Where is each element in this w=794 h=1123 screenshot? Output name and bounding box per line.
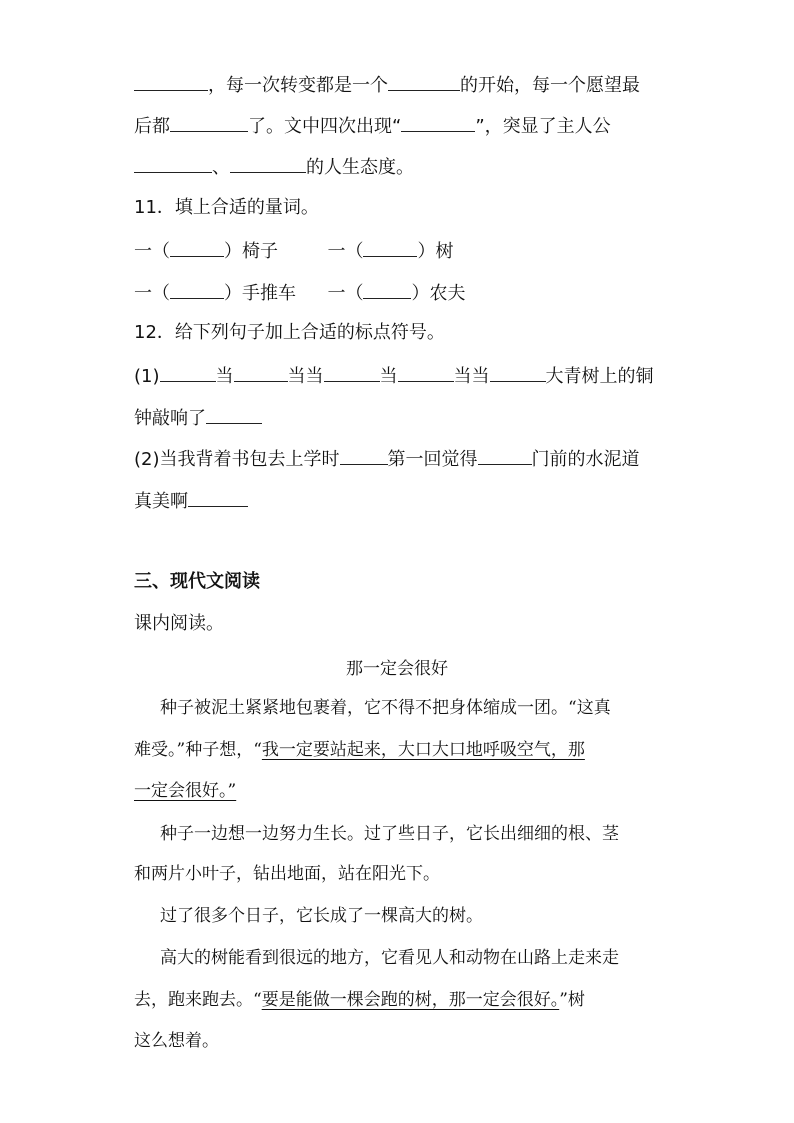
answer-blank[interactable] [170,238,224,257]
text-fragment: 去，跑来跑去。“ [134,990,262,1010]
text-fragment: 门前的水泥道 [531,449,640,470]
passage-paragraph-1-line-3 [134,779,236,803]
text-fragment: 当 [215,366,234,387]
text-fragment: 钟敲响了 [134,408,206,429]
answer-blank[interactable] [388,72,460,91]
answer-blank[interactable] [134,72,208,91]
answer-blank[interactable] [490,363,546,382]
passage-paragraph-4-line-2 [134,988,585,1012]
item-number: (1) [134,366,160,387]
text-fragment: 真美啊 [134,491,188,512]
underlined-sentence: 一定会很好。” [134,781,237,801]
text-fragment: 大青树上的铜 [545,366,654,387]
q12-sentence-1-cont [134,405,262,431]
passage-paragraph-4: 高大的树能看到很远的地方，它看见人和动物在山路上走来走 [160,948,619,968]
underlined-sentence: 要是能做一棵会跑的树，那一定会很好。 [261,990,560,1010]
text-fragment: ）树 [417,241,454,262]
text-fragment: ）椅子 [224,241,278,262]
answer-blank[interactable] [230,154,306,173]
text-fragment: ，每一次转变都是一个 [208,75,388,96]
q12-sentence-2 [134,446,640,472]
text-fragment: 后都 [134,116,170,137]
fill-line-2 [134,113,611,139]
text-fragment: 当 [379,366,398,387]
passage-paragraph-1-line-2 [134,738,585,762]
answer-blank[interactable] [188,488,248,507]
text-fragment: 一（ [327,241,364,262]
text-fragment: 的开始，每一个愿望最 [460,75,640,96]
answer-blank[interactable] [234,363,288,382]
text-fragment: 一（ [134,241,170,262]
text-fragment: 难受。”种子想，“ [134,740,262,760]
answer-blank[interactable] [478,446,532,465]
text-fragment: 一（ [327,283,364,304]
section-heading: 三、现代文阅读 [134,571,260,592]
underlined-sentence: 我一定要站起来，大口大口地呼吸空气，那 [261,740,585,760]
answer-blank[interactable] [170,280,224,299]
answer-blank[interactable] [398,363,454,382]
q12-sentence-2-cont [134,488,248,514]
passage-paragraph-1: 种子被泥土紧紧地包裹着，它不得不把身体缩成一团。“这真 [160,698,611,718]
answer-blank[interactable] [170,113,248,132]
answer-blank[interactable] [401,113,475,132]
text-fragment: ）农夫 [411,283,466,304]
text-fragment: 了。文中四次出现“ [248,116,402,137]
passage-paragraph-2: 种子一边想一边努力生长。过了些日子，它长出细细的根、茎 [160,824,619,844]
text-fragment: 一（ [134,283,170,304]
text-fragment: ”，突显了主人公 [475,116,611,137]
answer-blank[interactable] [206,405,262,424]
question-12-title: 12．给下列句子加上合适的标点符号。 [134,322,445,343]
text-fragment: 当当 [453,366,490,387]
fill-line-1 [134,72,640,98]
q11-row-2 [134,280,465,306]
q11-row-1 [134,238,453,264]
question-11-title: 11．填上合适的量词。 [134,197,319,218]
q12-sentence-1 [134,363,654,389]
text-fragment: 第一回觉得 [387,449,478,470]
passage-paragraph-2-line-2: 和两片小叶子，钻出地面，站在阳光下。 [134,864,440,884]
text-fragment: 当我背着书包去上学时 [159,449,340,470]
item-number: (2) [134,449,160,470]
text-fragment: 的人生态度。 [306,157,414,178]
text-fragment: 当当 [287,366,324,387]
passage-title: 那一定会很好 [346,659,448,679]
fill-line-3 [134,154,414,180]
answer-blank[interactable] [363,238,417,257]
answer-blank[interactable] [324,363,380,382]
section-subheading: 课内阅读。 [134,613,224,634]
passage-paragraph-3: 过了很多个日子，它长成了一棵高大的树。 [160,906,483,926]
answer-blank[interactable] [134,154,212,173]
text-fragment: 、 [212,157,230,178]
answer-blank[interactable] [160,363,216,382]
passage-paragraph-4-line-3: 这么想着。 [134,1031,219,1051]
answer-blank[interactable] [363,280,411,299]
answer-blank[interactable] [340,446,388,465]
text-fragment: ）手推车 [224,283,296,304]
text-fragment: ”树 [559,990,585,1010]
